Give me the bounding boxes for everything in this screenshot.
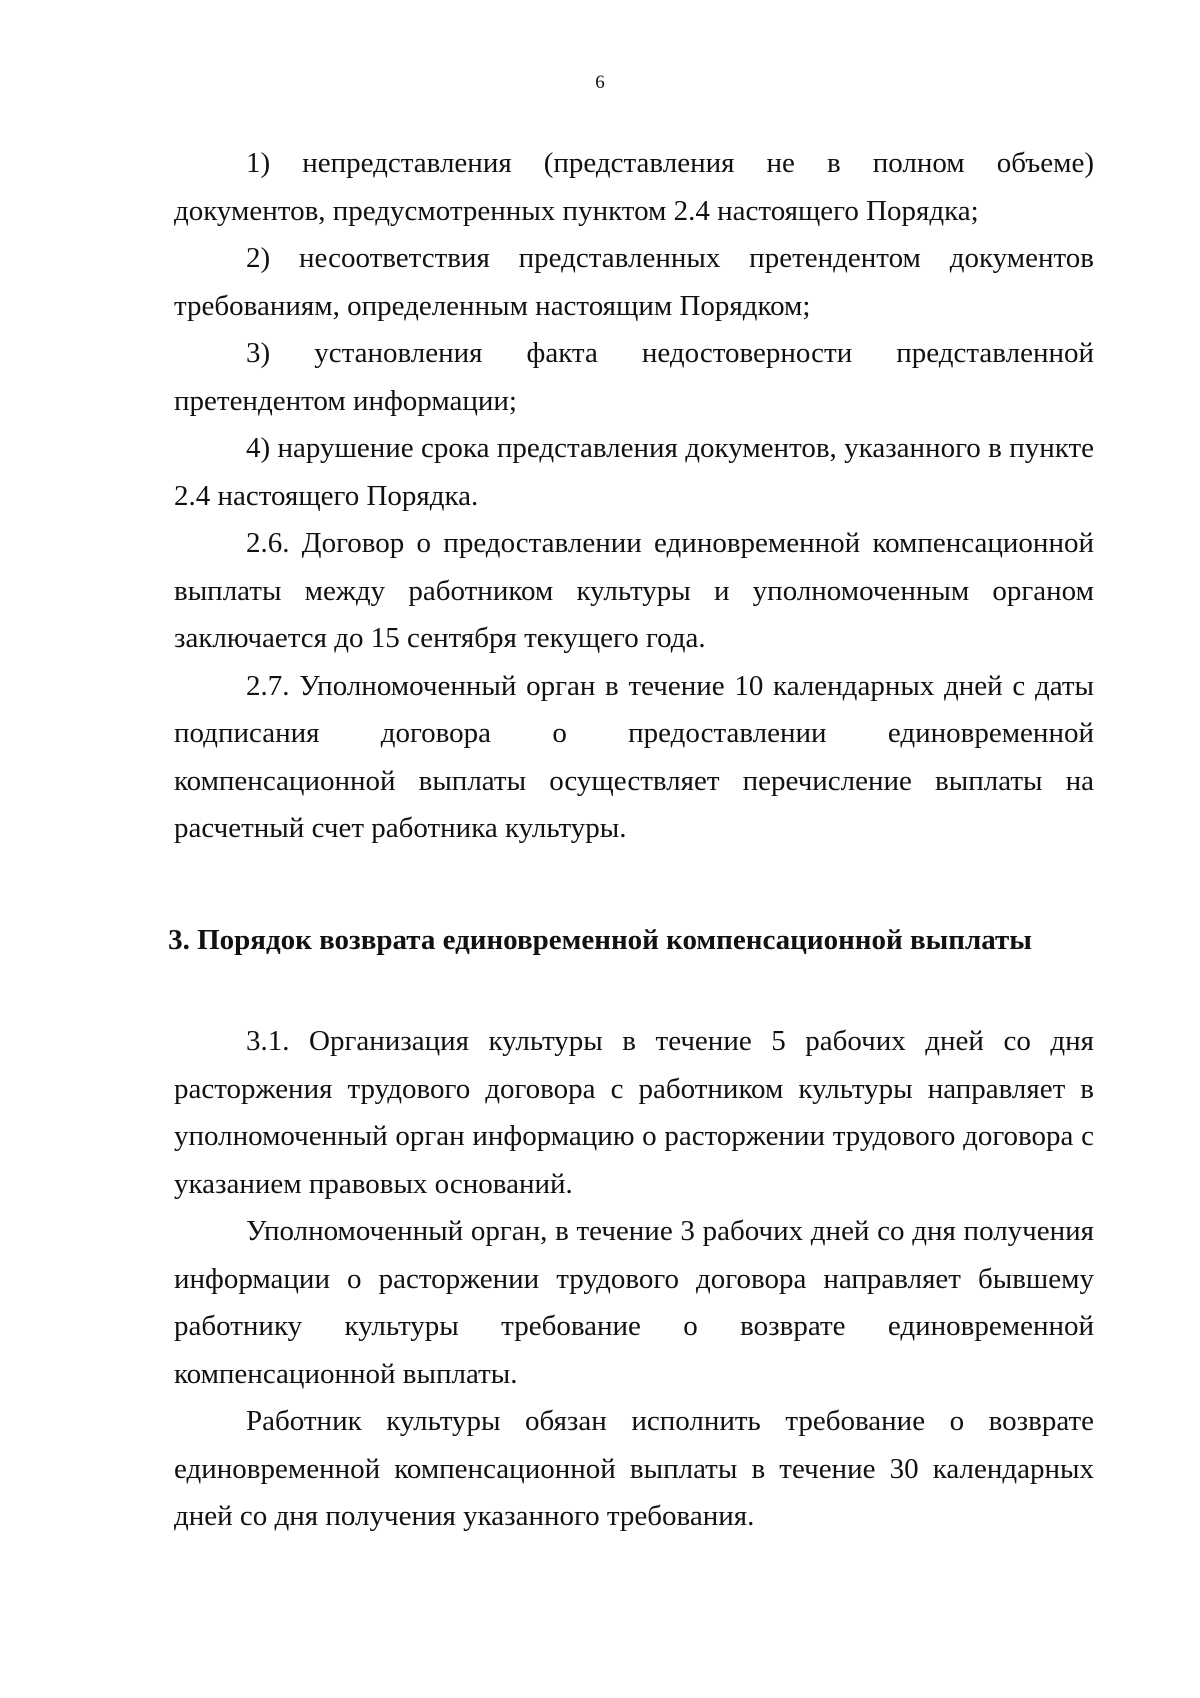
paragraph-return-obligation: Работник культуры обязан исполнить требование о возврате единовременной компенсационной выплаты в течение 30 календарных дней со дня получения указанного требования. <box>174 1405 1094 1532</box>
list-item-3: 3) установления факта недостоверности представленной претендентом информации; <box>174 337 1094 417</box>
section-3-body <box>174 1018 1094 1541</box>
section-3-heading: 3. Порядок возврата единовременной компенсационной выплаты <box>168 924 1032 956</box>
page-number: 6 <box>595 72 605 93</box>
clause-3-1: 3.1. Организация культуры в течение 5 рабочих дней со дня расторжения трудового договора с работником культуры направляет в уполномоченный орган информацию о расторжении трудового договора с указанием правовых оснований. <box>174 1025 1094 1200</box>
clause-2-6: 2.6. Договор о предоставлении единовременной компенсационной выплаты между работником культуры и уполномоченным органом заключается до 15 сентября текущего года. <box>174 527 1094 654</box>
list-item-1: 1) непредставления (представления не в полном объеме) документов, предусмотренных пунктом 2.4 настоящего Порядка; <box>174 147 1094 227</box>
paragraph-authority-notice: Уполномоченный орган, в течение 3 рабочих дней со дня получения информации о расторжении трудового договора направляет бывшему работнику культуры требование о возврате единовременной компенсационной выплаты. <box>174 1215 1094 1390</box>
clause-2-7: 2.7. Уполномоченный орган в течение 10 календарных дней с даты подписания договора о предоставлении единовременной компенсационной выплаты осуществляет перечисление выплаты на расчетный счет работника культуры. <box>174 669 1094 844</box>
list-item-2: 2) несоответствия представленных претендентом документов требованиям, определенным настоящим Порядком; <box>174 242 1094 322</box>
section-2-continuation <box>174 140 1094 853</box>
list-item-4: 4) нарушение срока представления документов, указанного в пункте 2.4 настоящего Порядка. <box>174 432 1094 512</box>
